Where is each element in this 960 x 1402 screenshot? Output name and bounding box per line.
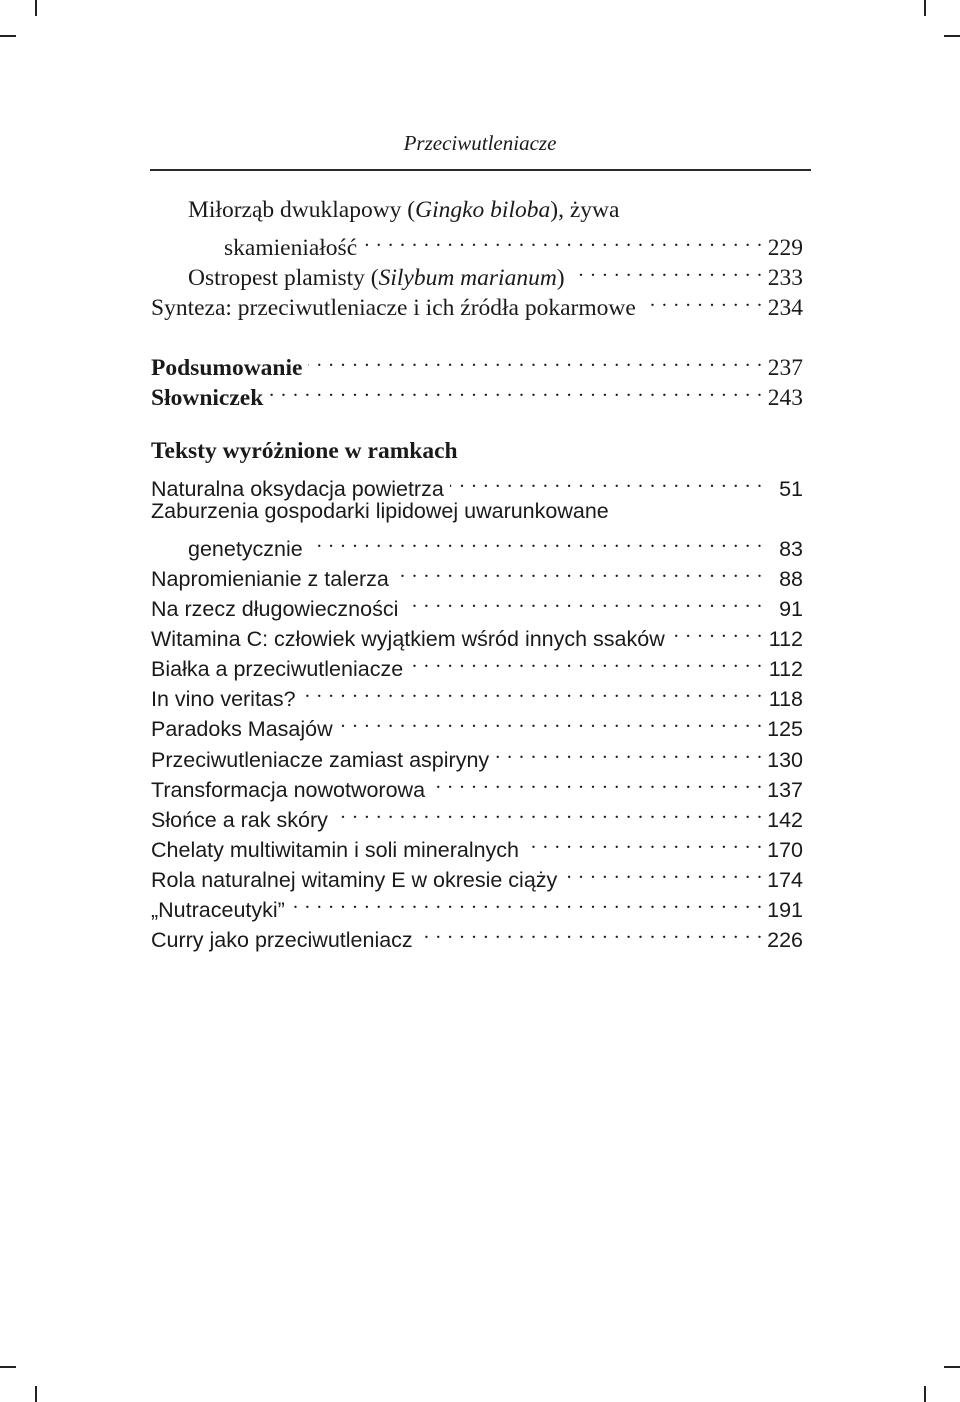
leader-dots — [302, 676, 763, 706]
crop-mark — [35, 0, 37, 16]
leader-dots — [404, 586, 763, 616]
toc-entry-page: 130 — [767, 747, 803, 772]
running-head: Przeciwutleniacze — [403, 131, 557, 155]
table-of-contents — [151, 195, 803, 953]
toc-entry-title: genetycznie — [188, 536, 303, 561]
crop-mark — [35, 1386, 37, 1402]
crop-mark — [0, 1366, 16, 1368]
toc-entry-title: Ostropest plamisty (Silybum marianum) — [188, 265, 565, 292]
leader-dots — [525, 827, 763, 857]
leader-dots — [450, 466, 763, 496]
toc-entry-page: 174 — [767, 867, 803, 892]
toc-entry-page: 226 — [767, 928, 803, 953]
toc-entry-title: Miłorząb dwuklapowy (Gingko biloba), żywa — [188, 197, 620, 223]
leader-dots — [339, 706, 763, 736]
toc-entry-title: Synteza: przeciwutleniacze i ich źródła pokarmowe — [151, 295, 636, 322]
toc-entry — [151, 496, 803, 526]
toc-entry-page: 229 — [767, 235, 803, 262]
toc-entry-page: 191 — [767, 897, 803, 922]
toc-entry-page: 118 — [768, 687, 803, 712]
leader-dots — [309, 526, 763, 556]
toc-entry-title: skamieniałość — [224, 235, 358, 262]
leader-dots — [431, 767, 763, 797]
toc-entry-title: Naturalna oksydacja powietrza — [151, 476, 444, 501]
leader-dots — [363, 225, 763, 255]
header-rule — [150, 169, 811, 171]
toc-entry-title: Słońce a rak skóry — [151, 807, 328, 832]
toc-entry-page: 112 — [768, 627, 803, 652]
toc-entry-title: Podsumowanie — [151, 355, 303, 382]
toc-entry-page: 125 — [767, 717, 803, 742]
crop-mark — [924, 1386, 926, 1402]
leader-dots — [409, 646, 763, 676]
leader-dots — [308, 345, 763, 375]
toc-entry-title: Białka a przeciwutleniacze — [151, 657, 404, 682]
toc-entry-summary[interactable] — [151, 345, 803, 382]
toc-entry-page: 91 — [779, 597, 803, 622]
toc-entry-page: 170 — [767, 837, 803, 862]
toc-entry-title: Curry jako przeciwutleniacz — [151, 928, 413, 953]
toc-entry[interactable] — [151, 526, 803, 561]
toc-entry-title: Chelaty multiwitamin i soli mineralnych — [151, 837, 520, 862]
leader-dots — [269, 375, 763, 405]
leader-dots — [563, 857, 763, 887]
leader-dots — [291, 887, 763, 917]
toc-entry-title: Zaburzenia gospodarki lipidowej uwarunkowane — [151, 498, 609, 523]
toc-entry-page: 112 — [768, 657, 803, 682]
toc-entry-page: 137 — [767, 777, 803, 802]
toc-entry[interactable] — [151, 195, 803, 225]
toc-entry-page: 83 — [779, 536, 803, 561]
toc-entry[interactable] — [151, 466, 803, 501]
leader-dots — [642, 285, 763, 315]
toc-entry-title: In vino veritas? — [151, 687, 296, 712]
toc-entry-title: Słowniczek — [151, 385, 264, 412]
boxed-texts-list — [151, 466, 803, 953]
leader-dots — [495, 737, 763, 767]
crop-mark — [944, 1366, 960, 1368]
crop-mark — [924, 0, 926, 16]
leader-dots — [334, 797, 763, 827]
toc-entry-title: Napromienianie z talerza — [151, 566, 389, 591]
toc-entry-title: Witamina C: człowiek wyjątkiem wśród innych ssaków — [151, 627, 665, 652]
toc-entry-page: 142 — [767, 807, 803, 832]
toc-entry-title: Przeciwutleniacze zamiast aspiryny — [151, 747, 490, 772]
toc-entry-page: 51 — [779, 476, 803, 501]
toc-entry-title: Na rzecz długowieczności — [151, 597, 399, 622]
toc-entry-page: 237 — [767, 355, 803, 382]
crop-mark — [0, 35, 16, 37]
toc-entry-page: 234 — [767, 295, 803, 322]
toc-entry-page: 88 — [779, 566, 803, 591]
section-title: Teksty wyróżnione w ramkach — [151, 437, 458, 464]
toc-entry-page: 233 — [767, 265, 803, 292]
leader-dots — [395, 556, 763, 586]
toc-entry-title: Rola naturalnej witaminy E w okresie ciąży — [151, 867, 558, 892]
toc-entry-page: 243 — [767, 385, 803, 412]
leader-dots — [671, 616, 763, 646]
leader-dots — [571, 255, 763, 285]
leader-dots — [419, 917, 763, 947]
toc-entry-title: Transformacja nowotworowa — [151, 777, 426, 802]
crop-mark — [944, 35, 960, 37]
toc-entry-title: „Nutraceutyki” — [151, 897, 285, 922]
toc-entry-title: Paradoks Masajów — [151, 717, 333, 742]
toc-entry[interactable] — [151, 225, 803, 262]
